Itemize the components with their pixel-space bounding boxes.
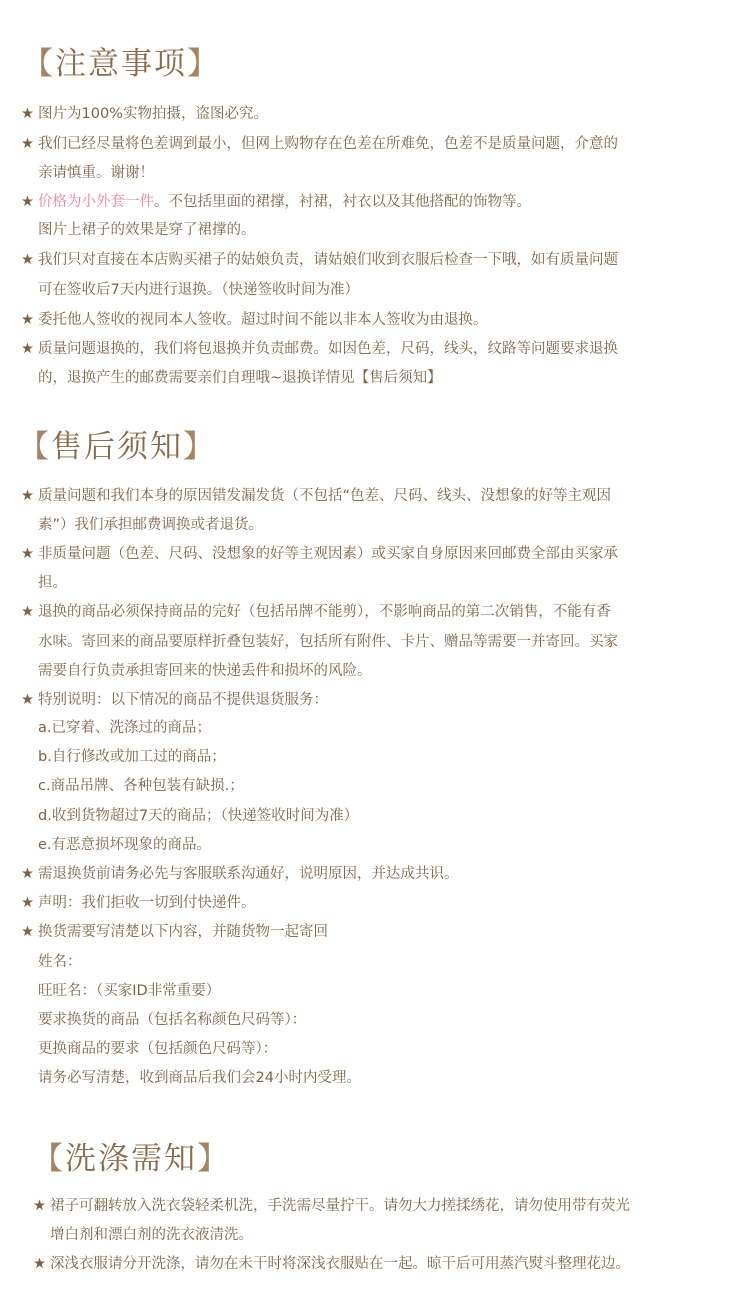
star-icon: ★ [21, 194, 34, 210]
star-icon: ★ [21, 604, 34, 620]
aftersale-line: e.有恶意损坏现象的商品。 [38, 837, 212, 853]
aftersale-line: 需要自行负责承担寄回来的快递丢件和损坏的风险。 [38, 663, 372, 679]
notice-line: 亲请慎重。谢谢！ [38, 165, 154, 181]
notice-line: ★ 价格为小外套一件。不包括里面的裙撑，衬裙，衬衣以及其他搭配的饰物等。 [21, 194, 531, 210]
star-icon: ★ [21, 312, 34, 328]
star-icon: ★ [21, 252, 34, 268]
star-icon: ★ [33, 1198, 46, 1214]
aftersale-title-text: 售后须知 [51, 429, 183, 465]
aftersale-line: 姓名： [38, 954, 82, 970]
notice-line: ★ 我们只对直接在本店购买裙子的姑娘负责，请姑娘们收到衣服后检查一下哦，如有质量问题 [21, 252, 618, 268]
title-bracket-open: 【 [22, 46, 55, 82]
aftersale-line: c.商品吊牌、各种包装有缺损.； [38, 778, 244, 794]
star-icon: ★ [21, 341, 34, 357]
notice-line: ★ 委托他人签收的视同本人签收。超过时间不能以非本人签收为由退换。 [21, 312, 488, 328]
star-icon: ★ [21, 488, 34, 504]
aftersale-line: d.收到货物超过7天的商品；（快递签收时间为准） [38, 808, 359, 824]
aftersale-line: ★ 声明：我们拒收一切到付快递件。 [21, 895, 256, 911]
aftersale-line: 水味。寄回来的商品要原样折叠包装好，包括所有附件、卡片、赠品等需要一并寄回。买家 [38, 634, 618, 650]
aftersale-line: 素”）我们承担邮费调换或者退货。 [38, 517, 264, 533]
star-icon: ★ [21, 106, 34, 122]
notice-title-text: 注意事项 [55, 46, 187, 82]
star-icon: ★ [21, 136, 34, 152]
title-bracket-close: 】 [197, 1141, 230, 1177]
aftersale-line: ★ 退换的商品必须保持商品的完好（包括吊牌不能剪），不影响商品的第二次销售，不能有香 [21, 604, 611, 620]
aftersale-line: ★ 非质量问题（色差、尺码、没想象的好等主观因素）或买家自身原因来回邮费全部由买家承 [21, 546, 618, 562]
aftersale-line: 要求换货的商品（包括名称颜色尺码等）： [38, 1012, 307, 1028]
aftersale-line: ★ 特别说明：以下情况的商品不提供退货服务： [21, 692, 328, 708]
notice-line: 的，退换产生的邮费需要亲们自理哦~退换详情见【售后须知】 [38, 370, 442, 386]
aftersale-line: b.自行修改或加工过的商品； [38, 749, 226, 765]
aftersale-line: ★ 需退换货前请务必先与客服联系沟通好，说明原因，并达成共识。 [21, 866, 459, 882]
aftersale-line: 请务必写清楚，收到商品后我们会24小时内受理。 [38, 1070, 361, 1086]
star-icon: ★ [21, 692, 34, 708]
washing-title [32, 1133, 230, 1178]
aftersale-line: ★ 质量问题和我们本身的原因错发漏发货（不包括“色差、尺码、线头、没想象的好等主观因 [21, 488, 612, 504]
aftersale-line: 担。 [38, 575, 67, 591]
aftersale-line: ★ 换货需要写清楚以下内容，并随货物一起寄回 [21, 924, 328, 940]
star-icon: ★ [21, 866, 34, 882]
aftersale-line: a.已穿着、洗涤过的商品； [38, 720, 211, 736]
notice-line: ★ 我们已经尽量将色差调到最小，但网上购物存在色差在所难免，色差不是质量问题，介意的 [21, 136, 618, 152]
washing-line: 增白剂和漂白剂的洗衣液清洗。 [50, 1227, 253, 1243]
aftersale-line: 更换商品的要求（包括颜色尺码等）： [38, 1041, 278, 1057]
washing-line: ★ 裙子可翻转放入洗衣袋轻柔机洗，手洗需尽量拧干。请勿大力搓揉绣花，请勿使用带有荧光 [33, 1198, 630, 1214]
title-bracket-open: 【 [32, 1141, 65, 1177]
notice-line: ★ 图片为100%实物拍摄，盗图必究。 [21, 106, 268, 122]
price-highlight: 价格为小外套一件 [38, 194, 154, 210]
star-icon: ★ [21, 924, 34, 940]
notice-line: 可在签收后7天内进行退换。（快递签收时间为准） [38, 282, 359, 298]
aftersale-title [18, 421, 216, 466]
star-icon: ★ [21, 546, 34, 562]
washing-title-text: 洗涤需知 [65, 1141, 197, 1177]
notice-title [22, 38, 220, 83]
title-bracket-close: 】 [187, 46, 220, 82]
notice-line: 图片上裙子的效果是穿了裙撑的。 [38, 222, 256, 238]
title-bracket-close: 】 [183, 429, 216, 465]
star-icon: ★ [21, 895, 34, 911]
title-bracket-open: 【 [18, 429, 51, 465]
notice-line: ★ 质量问题退换的，我们将包退换并负责邮费。如因色差，尺码，线头，纹路等问题要求退换 [21, 341, 618, 357]
washing-line: ★ 深浅衣服请分开洗涤，请勿在未干时将深浅衣服贴在一起。晾干后可用蒸汽熨斗整理花边。 [33, 1256, 630, 1272]
star-icon: ★ [33, 1256, 46, 1272]
aftersale-line: 旺旺名：（买家ID非常重要） [38, 983, 221, 999]
